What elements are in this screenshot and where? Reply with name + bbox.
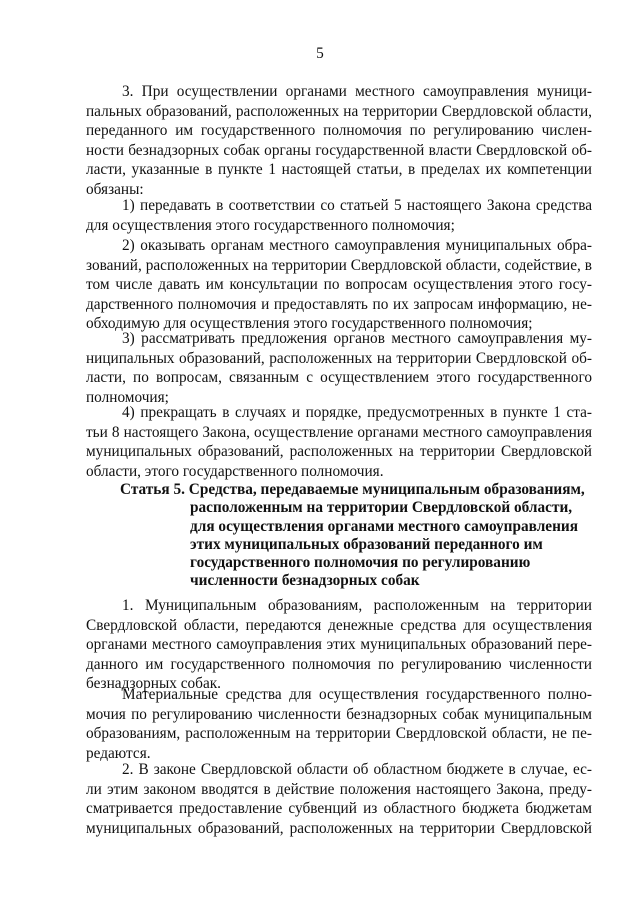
text-line: ниципальных образований, расположенных на территории Свердловской об- xyxy=(86,349,592,367)
list-item xyxy=(86,196,592,235)
text-line: ласти, по вопросам, связанным с осуществлением этого государственного xyxy=(86,369,592,386)
article-heading xyxy=(86,481,592,591)
text-line: 1. Муниципальным образованиям, расположенным на территории xyxy=(122,597,592,614)
text-line: 3. При осуществлении органами местного самоуправления муници- xyxy=(122,83,592,100)
text-line: муниципальных образований, расположенных на территории Свердловской xyxy=(86,443,592,460)
text-line: муниципальных образований, расположенных на территории Свердловской xyxy=(86,819,592,837)
heading-line: Статья 5. Средства, передаваемые муниципальным образованиям, xyxy=(120,481,585,498)
text-line: дарственного полномочия и предоставлять по их запросам информацию, не- xyxy=(86,295,592,313)
text-line: 1) передавать в соответствии со статьей 5 настоящего Закона средства xyxy=(122,197,592,214)
text-line: 2) оказывать органам местного самоуправления муниципальных обра- xyxy=(122,237,592,254)
text-line: обязаны: xyxy=(86,180,144,198)
text-line: данного им государственного полномочия по регулированию численности xyxy=(86,655,592,673)
paragraph xyxy=(86,685,592,763)
text-line: том числе давать им консультации по вопросам осуществления этого госу- xyxy=(86,276,592,293)
list-item xyxy=(86,403,592,481)
text-line: органами местного самоуправления этих муниципальных образований пере- xyxy=(86,636,592,653)
text-line: редаются. xyxy=(86,744,151,762)
text-line: переданного им государственного полномочия по регулированию числен- xyxy=(86,122,592,139)
text-line: для осуществления этого государственного полномочия; xyxy=(86,216,455,234)
text-line: 2. В законе Свердловской области об областном бюджете в случае, ес- xyxy=(122,761,592,778)
text-line: Материальные средства для осуществления государственного полно- xyxy=(122,686,592,703)
paragraph xyxy=(86,760,592,838)
list-item xyxy=(86,236,592,334)
text-line: тьи 8 настоящего Закона, осуществление органами местного самоуправления xyxy=(86,423,592,441)
text-line: образованиям, расположенным на территории Свердловской области, не пе- xyxy=(86,725,592,742)
text-line: Свердловской области, передаются денежные средства для осуществления xyxy=(86,616,592,634)
paragraph xyxy=(86,596,592,694)
heading-line: государственного полномочия по регулированию xyxy=(190,554,531,572)
page-number: 5 xyxy=(316,45,324,62)
heading-line: этих муниципальных образований переданного им xyxy=(190,535,543,553)
heading-line: для осуществления органами местного самоуправления xyxy=(190,517,578,535)
text-line: ли этим законом вводятся в действие положения настоящего Закона, преду- xyxy=(86,780,592,798)
text-line: безнадзорных собак. xyxy=(86,675,221,692)
text-line: полномочия; xyxy=(86,388,169,406)
text-line: пальных образований, расположенных на территории Свердловской области, xyxy=(86,102,592,120)
text-line: 3) рассматривать предложения органов местного самоуправления му- xyxy=(122,330,592,347)
paragraph xyxy=(86,82,592,199)
heading-line: численности безнадзорных собак xyxy=(190,572,420,590)
heading-line: расположенным на территории Свердловской области, xyxy=(190,499,573,517)
list-item xyxy=(86,329,592,407)
text-line: области, этого государственного полномочия. xyxy=(86,462,384,480)
text-line: мочия по регулированию численности безнадзорных собак муниципальным xyxy=(86,705,592,723)
text-line: сматривается предоставление субвенций из областного бюджета бюджетам xyxy=(86,800,592,817)
text-line: зований, расположенных на территории Свердловской области, содействие, в xyxy=(86,256,592,274)
text-line: обходимую для осуществления этого государственного полномочия; xyxy=(86,315,533,332)
text-line: ласти, указанные в пункте 1 настоящей статьи, в пределах их компетенции xyxy=(86,161,592,178)
text-line: ности безнадзорных собак органы государственной власти Свердловской об- xyxy=(86,141,592,159)
text-line: 4) прекращать в случаях и порядке, предусмотренных в пункте 1 ста- xyxy=(122,404,592,421)
